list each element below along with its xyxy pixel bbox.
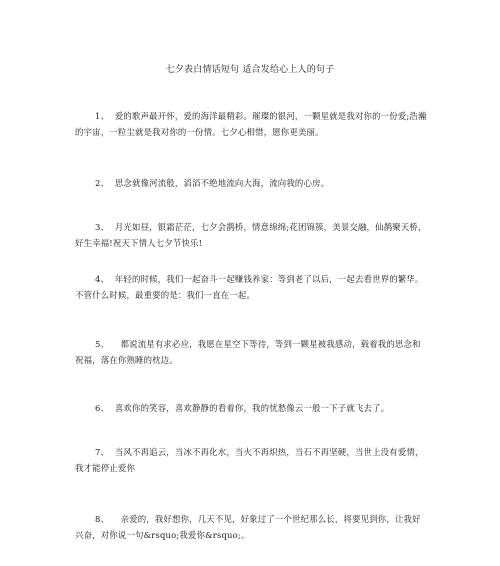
paragraph-3 <box>75 219 429 251</box>
paragraph-4 <box>75 271 429 303</box>
paragraph-text: 爱的歌声最开怀，爱的海洋最精彩。璀璨的银河，一颗星就是我对你的一份爱;浩瀚的宇宙，一粒尘就是我对你的一份情。七夕心相惜，愿你更美丽。 <box>75 111 427 137</box>
paragraph-text: 思念就像河流般，滔滔不绝地流向大海，流向我的心房。 <box>114 178 330 188</box>
paragraph-2 <box>75 175 429 191</box>
paragraph-text: 月光如昼，银霜茫茫，七夕会鹊桥，情意绵绵;花团锦簇，美景交融，仙鹊聚天桥，好生幸福!祝天下情人七夕节快乐! <box>75 222 427 248</box>
paragraph-number: 3、 <box>95 222 110 232</box>
paragraph-1 <box>75 108 429 140</box>
paragraph-text: 当风不再追云，当冰不再化水，当火不再炽热，当石不再坚硬，当世上没有爱情，我才能停止爱你 <box>75 447 424 473</box>
paragraph-text: 喜欢你的笑容，喜欢静静的看着你，我的忧愁像云一般一下子就飞去了。 <box>114 403 390 413</box>
paragraph-number: 2、 <box>95 178 110 188</box>
paragraph-8 <box>75 511 429 543</box>
paragraph-6 <box>75 400 429 416</box>
paragraph-text: 亲爱的，我好想你，几天不见，好象过了一个世纪那么长，将要见到你，让我好兴奋，对你说一句&rsquo;我爱你&rsquo;。 <box>75 514 421 540</box>
paragraph-number: 4、 <box>95 274 110 284</box>
paragraph-7 <box>75 444 429 476</box>
paragraph-number: 1、 <box>95 111 110 121</box>
paragraph-number: 5、 <box>95 339 110 349</box>
paragraph-number: 7、 <box>95 447 110 457</box>
paragraph-number: 8、 <box>95 514 110 524</box>
document-title: 七夕表白情话短句 适合发给心上人的句子 <box>165 65 335 75</box>
paragraph-5 <box>75 336 429 368</box>
paragraph-text: 年轻的时候，我们一起奋斗一起赚钱养家：等到老了以后，一起去看世界的繁华。不管什么时候，最重要的是：我们一直在一起。 <box>75 274 424 300</box>
paragraph-number: 6、 <box>95 403 110 413</box>
paragraph-text: 都说流星有求必应，我愿在星空下等待，等到一颗星被我感动，载着我的思念和祝福，落在你熟睡的枕边。 <box>75 339 421 365</box>
